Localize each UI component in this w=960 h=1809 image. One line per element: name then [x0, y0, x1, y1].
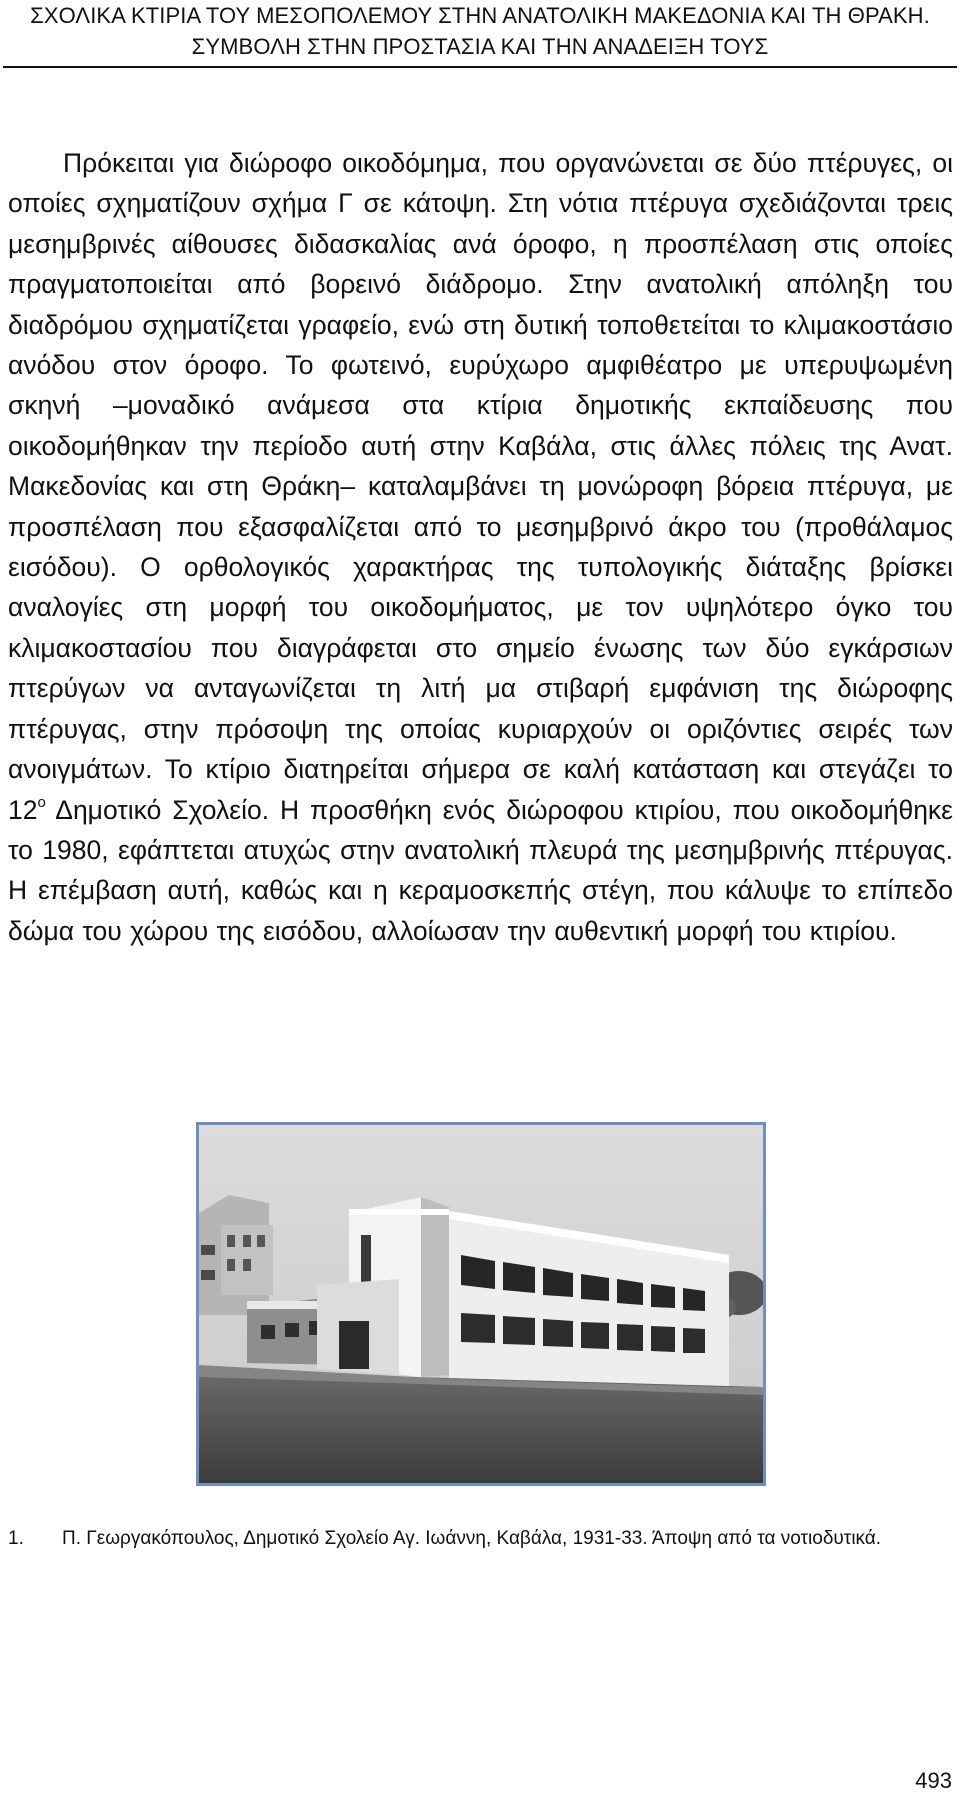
- school-building-photo: [199, 1125, 763, 1483]
- paragraph-text-part-2: Δημοτικό Σχολείο. Η προσθήκη ενός διώροφου κτιρίου, που οικοδομήθηκε το 1980, εφάπτεται ατυχώς στην ανατολική πλευρά της μεσημβρινής πτέρυγας. Η επέμβαση αυτή, καθώς και η κεραμοσκεπής στέγη, που κάλυψε το επίπεδο δώμα του χώρου της εισόδου, αλλοίωσαν την αυθεντική μορφή του κτιρίου.: [8, 794, 953, 946]
- header-rule: [3, 66, 957, 68]
- page-number: 493: [915, 1768, 952, 1793]
- body-paragraph: [8, 143, 953, 951]
- running-header-line-2: ΣΥΜΒΟΛΗ ΣΤΗΝ ΠΡΟΣΤΑΣΙΑ ΚΑΙ ΤΗΝ ΑΝΑΔΕΙΞΗ ΤΟΥΣ: [191, 34, 769, 59]
- figure-caption: [8, 1526, 953, 1552]
- running-header-line-1: ΣΧΟΛΙΚΑ ΚΤΙΡΙΑ ΤΟΥ ΜΕΣΟΠΟΛΕΜΟΥ ΣΤΗΝ ΑΝΑΤΟΛΙΚΗ ΜΑΚΕΔΟΝΙΑ ΚΑΙ ΤΗ ΘΡΑΚΗ.: [30, 3, 930, 28]
- figure-number: 1.: [8, 1528, 24, 1549]
- paragraph: [8, 143, 953, 951]
- running-header: [0, 0, 960, 62]
- figure-photo-school-building: [196, 1122, 766, 1486]
- figure-caption-text: Π. Γεωργακόπουλος, Δημοτικό Σχολείο Αγ. Ιωάννη, Καβάλα, 1931-33. Άποψη από τα νοτιοδυτικά.: [62, 1528, 882, 1549]
- ordinal-superscript: ο: [37, 793, 46, 811]
- paragraph-text-part-1: Πρόκειται για διώροφο οικοδόμημα, που οργανώνεται σε δύο πτέρυγες, οι οποίες σχηματίζουν σχήμα Γ σε κάτοψη. Στη νότια πτέρυγα σχεδιάζονται τρεις μεσημβρινές αίθουσες διδασκαλίας ανά όροφο, η προσπέλαση στις οποίες πραγματοποιείται από βορεινό διάδρομο. Στην ανατολική απόληξη του διαδρόμου σχηματίζεται γραφείο, ενώ στη δυτική τοποθετείται το κλιμακοστάσιο ανόδου στον όροφο. Το φωτεινό, ευρύχωρο αμφιθέατρο με υπερυψωμένη σκηνή –μοναδικό ανάμεσα στα κτίρια δημοτικής εκπαίδευσης που οικοδομήθηκαν την περίοδο αυτή στην Καβάλα, στις άλλες πόλεις της Ανατ. Μακεδονίας και στη Θράκη– καταλαμβάνει τη μονώροφη βόρεια πτέρυγα, με προσπέλαση που εξασφαλίζεται από το μεσημβρινό άκρο του (προθάλαμος εισόδου). Ο ορθολογικός χαρακτήρας της τυπολογικής διάταξης βρίσκει αναλογίες στη μορφή του οικοδομήματος, με τον υψηλότερο όγκο του κλιμακοστασίου που διαγράφεται στο σημείο ένωσης των δύο εγκάρσιων πτερύγων να ανταγωνίζεται τη λιτή μα στιβαρή εμφάνιση της διώροφης πτέρυγας, στην πρόσοψη της οποίας κυριαρχούν οι οριζόντιες σειρές των ανοιγμάτων. Το κτίριο διατηρείται σήμερα σε καλή κατάσταση και στεγάζει το 12: [8, 148, 953, 825]
